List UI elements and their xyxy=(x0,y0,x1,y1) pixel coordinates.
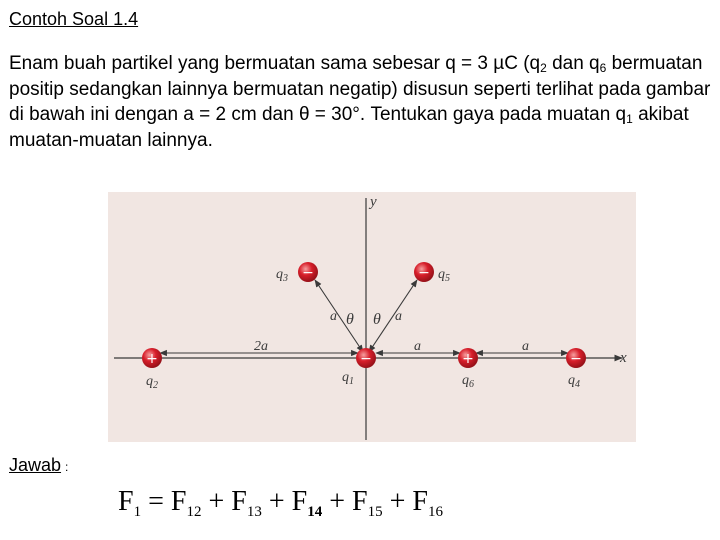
svg-text:q6: $q_6$ xyxy=(462,373,474,390)
eq-plus-2: + xyxy=(261,486,292,517)
problem-sub-q2: 2 xyxy=(540,61,547,75)
answer-label xyxy=(9,454,68,478)
svg-text:q1: $q_1$ xyxy=(342,370,354,387)
eq-equals: = xyxy=(141,486,171,517)
svg-text:−: − xyxy=(360,351,372,367)
y-axis-label: y xyxy=(370,194,377,210)
eq-sub-12: 12 xyxy=(186,504,202,520)
force-equation xyxy=(118,484,443,520)
label-a-left: a xyxy=(330,309,337,324)
eq-plus-4: + xyxy=(382,486,413,517)
problem-text-3: bermuatan positip sedangkan lainnya bermuatan negatip) disusun seperti terlihat pada gambar di bawah ini dengan a = 2 cm dan θ = 30°. Tentukan gaya pada muatan q xyxy=(9,53,711,125)
svg-text:−: − xyxy=(302,265,314,281)
answer-label-text: Jawab xyxy=(9,455,62,475)
problem-statement xyxy=(9,51,714,153)
svg-text:−: − xyxy=(418,265,430,281)
svg-text:q5: $q_5$ xyxy=(438,267,450,284)
eq-sub-14: 14 xyxy=(307,504,323,520)
eq-plus-1: + xyxy=(201,486,232,517)
eq-term-16: F xyxy=(412,486,428,517)
problem-sub-q1: 1 xyxy=(626,112,633,126)
svg-text:q4: $q_4$ xyxy=(568,373,580,390)
eq-lhs-sub: 1 xyxy=(133,504,142,520)
eq-lhs: F xyxy=(118,486,134,517)
label-theta-right: θ xyxy=(373,311,381,328)
eq-plus-3: + xyxy=(322,486,352,517)
svg-text:+: + xyxy=(146,351,158,367)
svg-text:q3: $q_3$ xyxy=(276,267,288,284)
eq-term-13: F xyxy=(231,486,247,517)
eq-sub-16: 16 xyxy=(427,504,443,520)
svg-text:q2: $q_2$ xyxy=(146,374,158,391)
x-axis-label: x xyxy=(620,350,627,366)
problem-text-4: akibat muatan-muatan lainnya. xyxy=(9,104,689,151)
charge-diagram xyxy=(108,192,636,442)
eq-term-12: F xyxy=(170,486,187,517)
svg-text:−: − xyxy=(570,351,582,367)
problem-text-1: Enam buah partikel yang bermuatan sama sebesar q = 3 µC (q xyxy=(9,53,541,74)
answer-colon: : xyxy=(65,460,69,474)
eq-term-15: F xyxy=(352,486,368,517)
label-a-q6-q4: a xyxy=(522,339,529,354)
label-a-q1-q6: a xyxy=(414,339,421,354)
problem-sub-q6: 6 xyxy=(599,61,607,75)
eq-term-14: F xyxy=(291,486,308,517)
problem-text-2: dan q xyxy=(552,53,600,74)
example-title: Contoh Soal 1.4 xyxy=(9,9,139,29)
eq-sub-13: 13 xyxy=(246,504,262,520)
figure-background xyxy=(108,192,636,442)
label-2a: 2a xyxy=(254,339,268,354)
svg-text:+: + xyxy=(462,351,474,367)
eq-sub-15: 15 xyxy=(367,504,383,520)
label-a-right: a xyxy=(395,309,402,324)
label-theta-left: θ xyxy=(346,311,354,328)
